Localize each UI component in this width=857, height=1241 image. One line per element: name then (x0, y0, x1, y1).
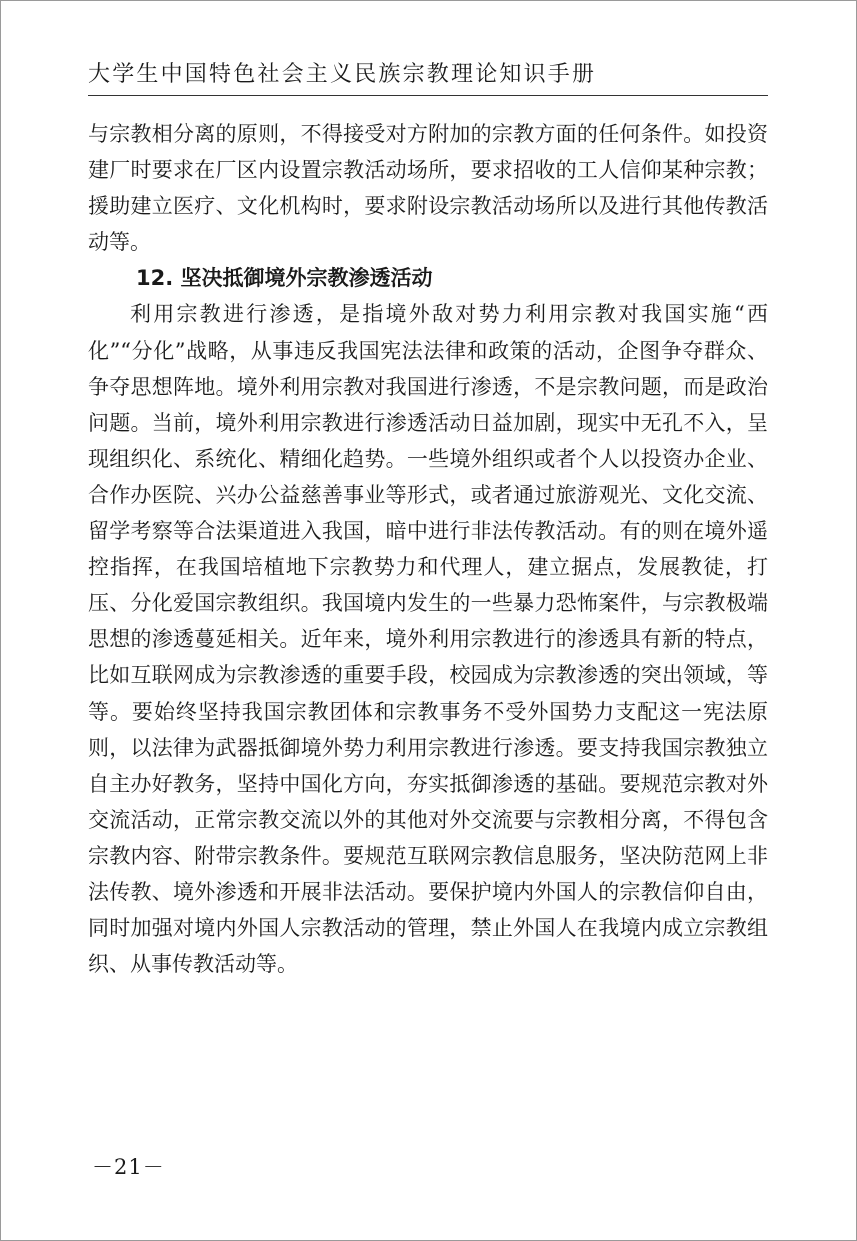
running-header: 大学生中国特色社会主义民族宗教理论知识手册 (88, 62, 597, 87)
continuation-paragraph: 与宗教相分离的原则，不得接受对方附加的宗教方面的任何条件。如投资建厂时要求在厂区内设置宗教活动场所，要求招收的工人信仰某种宗教；援助建立医疗、文化机构时，要求附设宗教活动场所以及进行其他传教活动等。 (88, 122, 768, 255)
page-number: －21－ (92, 1155, 165, 1179)
header-rule (88, 95, 768, 96)
section-paragraph: 利用宗教进行渗透，是指境外敌对势力利用宗教对我国实施“西化”“分化”战略，从事违反我国宪法法律和政策的活动，企图争夺群众、争夺思想阵地。境外利用宗教对我国进行渗透，不是宗教问题，而是政治问题。当前，境外利用宗教进行渗透活动日益加剧，现实中无孔不入，呈现组织化、系统化、精细化趋势。一些境外组织或者个人以投资办企业、合作办医院、兴办公益慈善事业等形式，或者通过旅游观光、文化交流、留学考察等合法渠道进入我国，暗中进行非法传教活动。有的则在境外遥控指挥，在我国培植地下宗教势力和代理人，建立据点，发展教徒，打压、分化爱国宗教组织。我国境内发生的一些暴力恐怖案件，与宗教极端思想的渗透蔓延相关。近年来，境外利用宗教进行的渗透具有新的特点，比如互联网成为宗教渗透的重要手段，校园成为宗教渗透的突出领域，等等。要始终坚持我国宗教团体和宗教事务不受外国势力支配这一宪法原则，以法律为武器抵御境外势力利用宗教进行渗透。要支持我国宗教独立自主办好教务，坚持中国化方向，夯实抵御渗透的基础。要规范宗教对外交流活动，正常宗教交流以外的其他对外交流要与宗教相分离，不得包含宗教内容、附带宗教条件。要规范互联网宗教信息服务，坚决防范网上非法传教、境外渗透和开展非法活动。要保护境内外国人的宗教信仰自由，同时加强对境内外国人宗教活动的管理，禁止外国人在我境内成立宗教组织、从事传教活动等。 (88, 302, 768, 977)
page-body (88, 116, 768, 982)
section-heading: 12. 坚决抵御境外宗教渗透活动 (136, 266, 433, 291)
